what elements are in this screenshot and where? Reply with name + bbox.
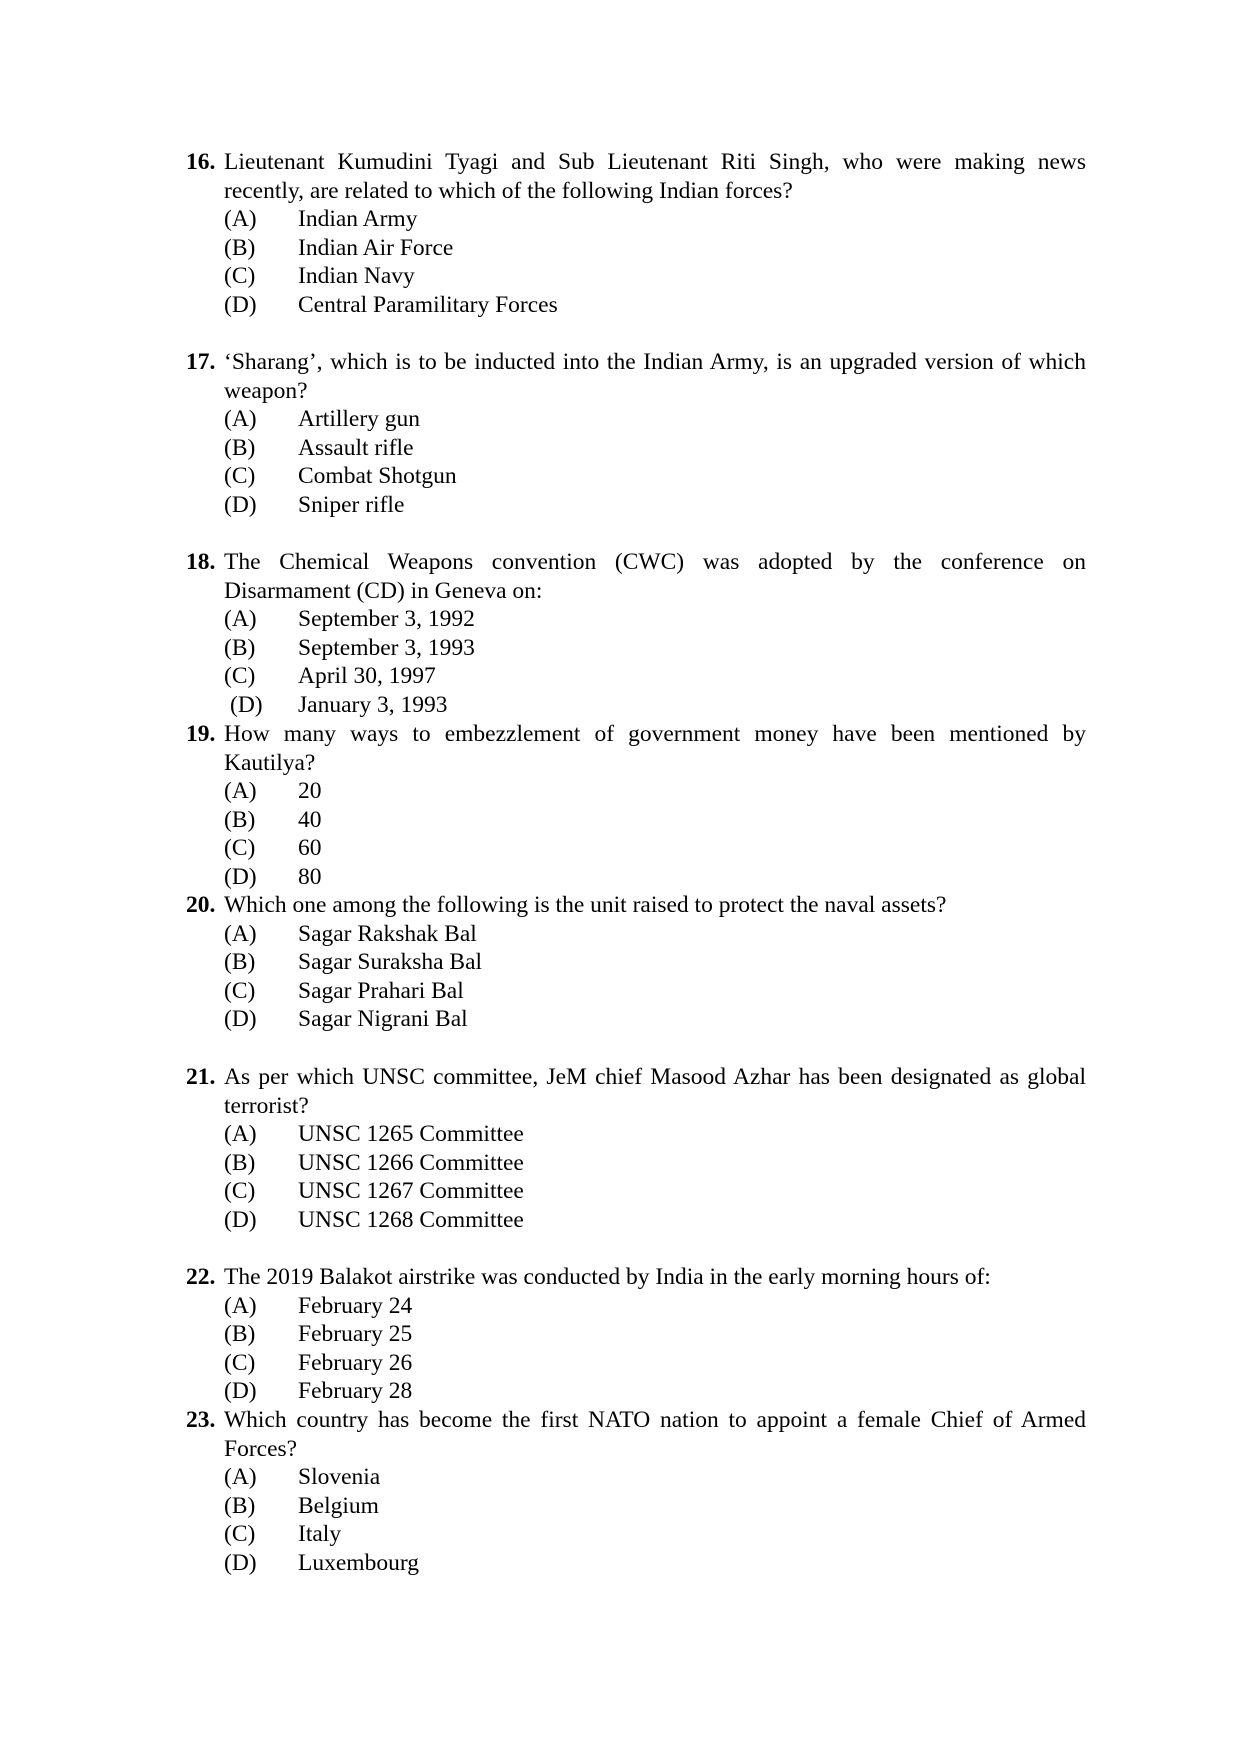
option-text: Assault rifle [298, 434, 414, 461]
option-d [186, 291, 1086, 320]
option-letter: (C) [224, 1521, 256, 1548]
option-b [186, 634, 1086, 663]
option-d [186, 1549, 1086, 1578]
question-stem [186, 548, 1086, 605]
option-letter: (A) [224, 406, 257, 433]
question-stem [186, 1406, 1086, 1463]
option-text: Sagar Prahari Bal [298, 977, 464, 1004]
option-letter: (D) [224, 291, 257, 318]
option-letter: (B) [224, 1149, 256, 1176]
option-text: 40 [298, 806, 322, 833]
option-text: February 24 [298, 1292, 413, 1319]
question-number: 19. [186, 721, 216, 747]
question-stem [186, 348, 1086, 405]
option-a [186, 405, 1086, 434]
option-letter: (A) [224, 606, 257, 633]
option-letter: (C) [224, 1178, 256, 1205]
option-letter: (B) [224, 806, 256, 833]
option-text: Slovenia [298, 1464, 381, 1491]
question-text: Which country has become the first NATO nation to appoint a female Chief of Armed Forces? [224, 1407, 1086, 1462]
option-letter: (C) [224, 835, 256, 862]
question-stem [186, 148, 1086, 205]
option-list [186, 1120, 1086, 1234]
question-text: Which one among the following is the unit raised to protect the naval assets? [224, 892, 947, 918]
option-letter: (C) [224, 663, 256, 690]
question-stem [186, 1063, 1086, 1120]
option-letter: (A) [224, 1121, 257, 1148]
question-16 [186, 148, 1086, 320]
option-letter: (D) [224, 1549, 257, 1576]
option-text: 60 [298, 835, 322, 862]
option-text: Combat Shotgun [298, 463, 457, 490]
option-letter: (C) [224, 263, 256, 290]
option-text: February 25 [298, 1321, 413, 1348]
option-text: UNSC 1268 Committee [298, 1206, 524, 1233]
option-d [186, 1377, 1086, 1406]
question-stem [186, 720, 1086, 777]
option-text: Italy [298, 1521, 342, 1548]
option-text: Luxembourg [298, 1549, 419, 1576]
option-letter: (A) [224, 206, 257, 233]
option-text: 20 [298, 778, 322, 805]
option-letter: (B) [224, 1492, 256, 1519]
option-letter: (B) [224, 234, 256, 261]
option-text: 80 [298, 863, 322, 890]
question-text: The Chemical Weapons convention (CWC) was adopted by the conference on Disarmament (CD) in Geneva on: [224, 549, 1086, 604]
question-stem [186, 1263, 1086, 1292]
option-list [186, 405, 1086, 519]
question-22 [186, 1263, 1086, 1406]
question-text: The 2019 Balakot airstrike was conducted by India in the early morning hours of: [224, 1264, 991, 1290]
option-a [186, 605, 1086, 634]
option-text: UNSC 1267 Committee [298, 1178, 524, 1205]
question-text: ‘Sharang’, which is to be inducted into the Indian Army, is an upgraded version of which weapon? [224, 349, 1086, 404]
option-text: UNSC 1266 Committee [298, 1149, 524, 1176]
option-text: September 3, 1992 [298, 606, 475, 633]
option-a [186, 920, 1086, 949]
option-c [186, 662, 1086, 691]
question-number: 22. [186, 1264, 216, 1290]
option-d [186, 691, 1086, 720]
option-letter: (D) [224, 863, 257, 890]
option-list [186, 205, 1086, 319]
option-c [186, 262, 1086, 291]
option-letter: (D) [224, 1006, 257, 1033]
question-text: How many ways to embezzlement of government money have been mentioned by Kautilya? [224, 721, 1086, 776]
option-text: Sniper rifle [298, 491, 405, 518]
option-text: Indian Air Force [298, 234, 454, 261]
option-d [186, 1206, 1086, 1235]
question-18 [186, 548, 1086, 720]
option-text: January 3, 1993 [298, 691, 448, 718]
option-c [186, 1349, 1086, 1378]
option-b [186, 806, 1086, 835]
question-20 [186, 891, 1086, 1034]
option-text: February 28 [298, 1378, 413, 1405]
option-letter: (C) [224, 977, 256, 1004]
option-list [186, 605, 1086, 719]
option-b [186, 1149, 1086, 1178]
option-list [186, 920, 1086, 1034]
option-text: Indian Army [298, 206, 418, 233]
option-letter: (B) [224, 434, 256, 461]
option-text: September 3, 1993 [298, 634, 475, 661]
option-letter: (D) [230, 691, 263, 718]
option-letter: (D) [224, 1206, 257, 1233]
option-list [186, 777, 1086, 891]
option-letter: (C) [224, 463, 256, 490]
option-d [186, 863, 1086, 892]
option-a [186, 1120, 1086, 1149]
question-number: 23. [186, 1407, 216, 1433]
option-letter: (B) [224, 949, 256, 976]
option-d [186, 1005, 1086, 1034]
option-letter: (D) [224, 491, 257, 518]
option-b [186, 1320, 1086, 1349]
option-text: February 26 [298, 1349, 413, 1376]
option-b [186, 948, 1086, 977]
option-letter: (A) [224, 1292, 257, 1319]
option-c [186, 1177, 1086, 1206]
question-text: Lieutenant Kumudini Tyagi and Sub Lieutenant Riti Singh, who were making news recently, are related to which of the following Indian forces? [224, 149, 1086, 204]
option-letter: (C) [224, 1349, 256, 1376]
option-c [186, 834, 1086, 863]
question-number: 17. [186, 349, 216, 375]
option-c [186, 462, 1086, 491]
option-text: Artillery gun [298, 406, 421, 433]
question-23 [186, 1406, 1086, 1578]
option-letter: (A) [224, 778, 257, 805]
option-letter: (D) [224, 1378, 257, 1405]
question-number: 21. [186, 1064, 216, 1090]
option-letter: (A) [224, 920, 257, 947]
question-number: 16. [186, 149, 216, 175]
question-21 [186, 1063, 1086, 1235]
option-text: April 30, 1997 [298, 663, 436, 690]
option-a [186, 777, 1086, 806]
option-text: Belgium [298, 1492, 379, 1519]
option-d [186, 491, 1086, 520]
option-b [186, 234, 1086, 263]
option-a [186, 1463, 1086, 1492]
option-b [186, 434, 1086, 463]
option-c [186, 1520, 1086, 1549]
question-17 [186, 348, 1086, 520]
option-b [186, 1492, 1086, 1521]
option-text: Indian Navy [298, 263, 415, 290]
question-text: As per which UNSC committee, JeM chief Masood Azhar has been designated as global terrorist? [224, 1064, 1086, 1119]
option-text: UNSC 1265 Committee [298, 1121, 524, 1148]
option-text: Sagar Nigrani Bal [298, 1006, 468, 1033]
question-number: 18. [186, 549, 216, 575]
option-list [186, 1292, 1086, 1406]
option-letter: (A) [224, 1464, 257, 1491]
option-a [186, 205, 1086, 234]
question-19 [186, 720, 1086, 892]
option-letter: (B) [224, 634, 256, 661]
question-stem [186, 891, 1086, 920]
option-text: Sagar Rakshak Bal [298, 920, 477, 947]
option-text: Sagar Suraksha Bal [298, 949, 483, 976]
option-letter: (B) [224, 1321, 256, 1348]
option-c [186, 977, 1086, 1006]
option-list [186, 1463, 1086, 1577]
option-text: Central Paramilitary Forces [298, 291, 558, 318]
question-number: 20. [186, 892, 216, 918]
option-a [186, 1292, 1086, 1321]
